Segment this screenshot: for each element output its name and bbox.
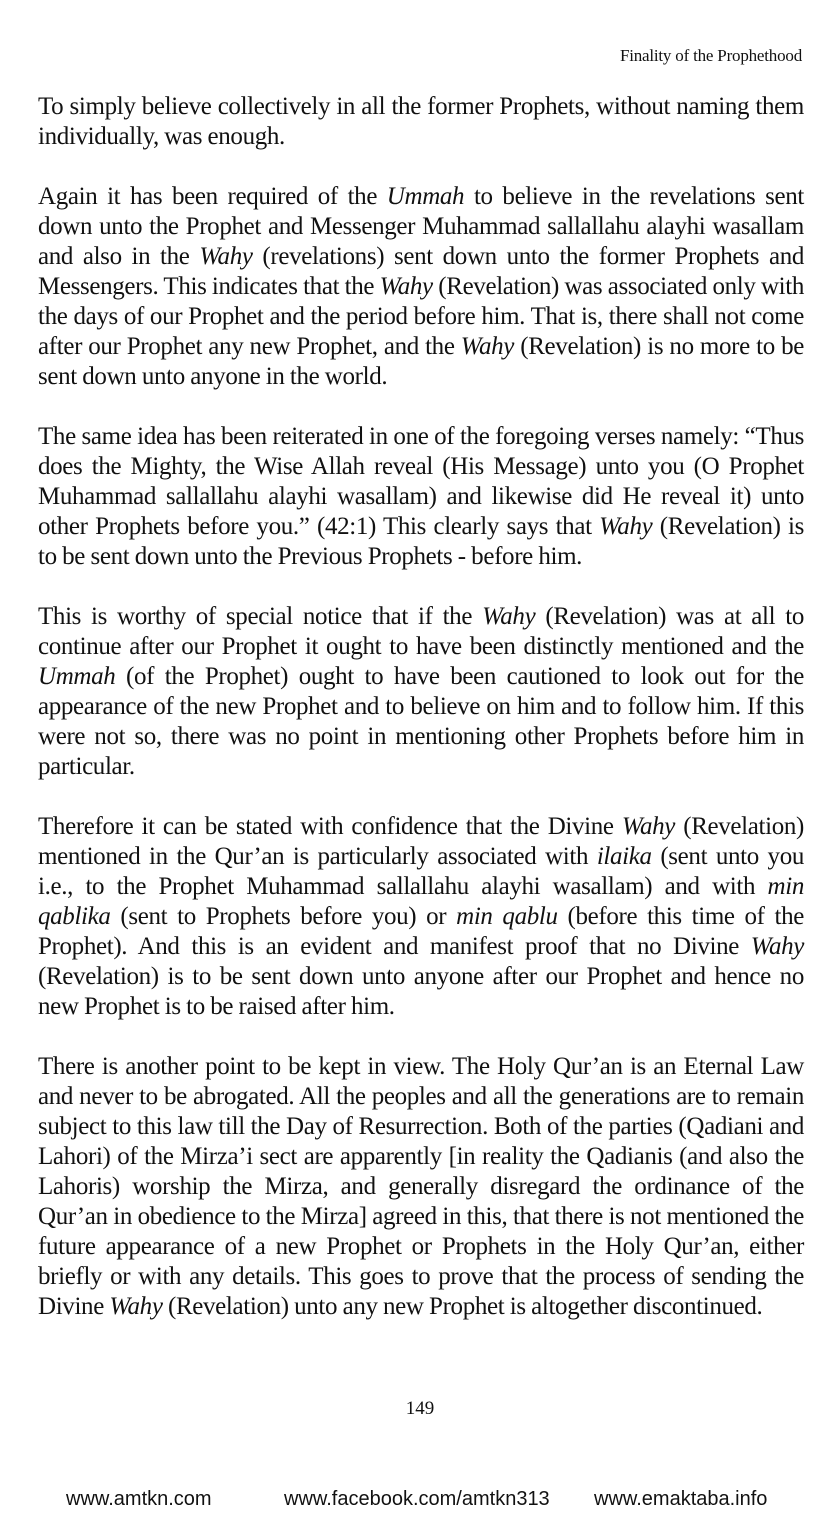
paragraph-3-text: The same idea has been reiterated in one of the foregoing verses namely: “Thus does the Mighty, the Wise Allah reveal (His Message) unto you (O Prophet Muhammad sallallahu alayhi wasallam) and likewise did He reveal it) unto other Prophets before you.” (42:1) This clearly says that [38, 423, 804, 540]
paragraph-1-text: To simply believe collectively in all the former Prophets, without naming them individually, was enough. [38, 93, 804, 150]
paragraph-2-text: (revelations) sent down unto the former Prophets and Messengers. This indicates that the [38, 243, 804, 300]
term-wahy: Wahy [621, 813, 676, 840]
term-min-qablika: min qablika [38, 873, 804, 930]
term-min-qablu: min qablu [456, 903, 558, 930]
footer-link-amtkn[interactable]: www.amtkn.com [66, 1488, 212, 1510]
paragraph-4-text: (Revelation) was at all to continue after our Prophet it ought to have been distinctly mentioned and the [38, 603, 804, 660]
paragraph-1 [38, 92, 804, 152]
term-wahy: Wahy [482, 603, 536, 630]
paragraph-3-text: (Revelation) is to be sent down unto the Previous Prophets - before him. [38, 513, 804, 570]
paragraph-5-text: (before this time of the Prophet). And this is an evident and manifest proof that no Divine [38, 903, 805, 960]
term-wahy: Wahy [109, 1293, 163, 1320]
term-wahy: Wahy [599, 513, 653, 540]
paragraph-2 [38, 182, 804, 392]
paragraph-4-text: (of the Prophet) ought to have been cautioned to look out for the appearance of the new Prophet and to believe on him and to follow him. If this were not so, there was no point in mentioning other Prophets before him in particular. [38, 663, 804, 780]
term-wahy: Wahy [379, 273, 433, 300]
paragraph-6-text: (Revelation) unto any new Prophet is altogether discontinued. [162, 1293, 763, 1320]
paragraph-5-text: (Revelation) mentioned in the Qur’an is particularly associated with [38, 813, 804, 870]
paragraph-3 [38, 422, 804, 572]
paragraph-4 [38, 602, 804, 782]
term-ummah: Ummah [386, 183, 465, 210]
term-wahy: Wahy [460, 333, 515, 360]
paragraph-2-text: Again it has been required of the [38, 183, 387, 210]
paragraph-5-text: (sent to Prophets before you) or [110, 903, 457, 930]
paragraph-5-text: (sent unto you i.e., to the Prophet Muhammad sallallahu alayhi wasallam) and with [38, 843, 804, 900]
term-ummah: Ummah [38, 663, 116, 690]
paragraph-5-text: Therefore it can be stated with confidence that the Divine [38, 813, 622, 840]
paragraph-6-text: There is another point to be kept in view. The Holy Qur’an is an Eternal Law and never to be abrogated. All the peoples and all the generations are to remain subject to this law till the Day of Resurrection. Both of the parties (Qadiani and Lahori) of the Mirza’i sect are apparently [in reality the Qadianis (and also the Lahoris) worship the Mirza, and generally disregard the ordinance of the Qur’an in obedience to the Mirza] agreed in this, that there is not mentioned the future appearance of a new Prophet or Prophets in the Holy Qur’an, either briefly or with any details. This goes to prove that the process of sending the Divine [38, 1053, 804, 1320]
footer-link-emaktaba[interactable]: www.emaktaba.info [594, 1488, 768, 1510]
paragraph-2-text: (Revelation) was associated only with the days of our Prophet and the period before him. That is, there shall not come after our Prophet any new Prophet, and the [38, 273, 804, 360]
footer-link-facebook[interactable]: www.facebook.com/amtkn313 [284, 1488, 550, 1510]
page-number: 149 [405, 1398, 435, 1419]
term-ilaika: ilaika [596, 843, 652, 870]
term-wahy: Wahy [199, 243, 253, 270]
paragraph-6 [38, 1052, 804, 1322]
term-wahy: Wahy [750, 933, 804, 960]
running-head-title: Finality of the Prophethood [619, 46, 802, 65]
paragraph-2-text: (Revelation) is no more to be sent down unto anyone in the world. [38, 333, 804, 390]
paragraph-5 [38, 812, 804, 1022]
paragraph-5-text: (Revelation) is to be sent down unto anyone after our Prophet and hence no new Prophet is to be raised after him. [38, 963, 804, 1020]
paragraph-2-text: to believe in the revelations sent down unto the Prophet and Messenger Muhammad sallallahu alayhi wasallam and also in the [38, 183, 804, 270]
paragraph-4-text: This is worthy of special notice that if the [38, 603, 483, 630]
page-body [38, 92, 804, 1322]
